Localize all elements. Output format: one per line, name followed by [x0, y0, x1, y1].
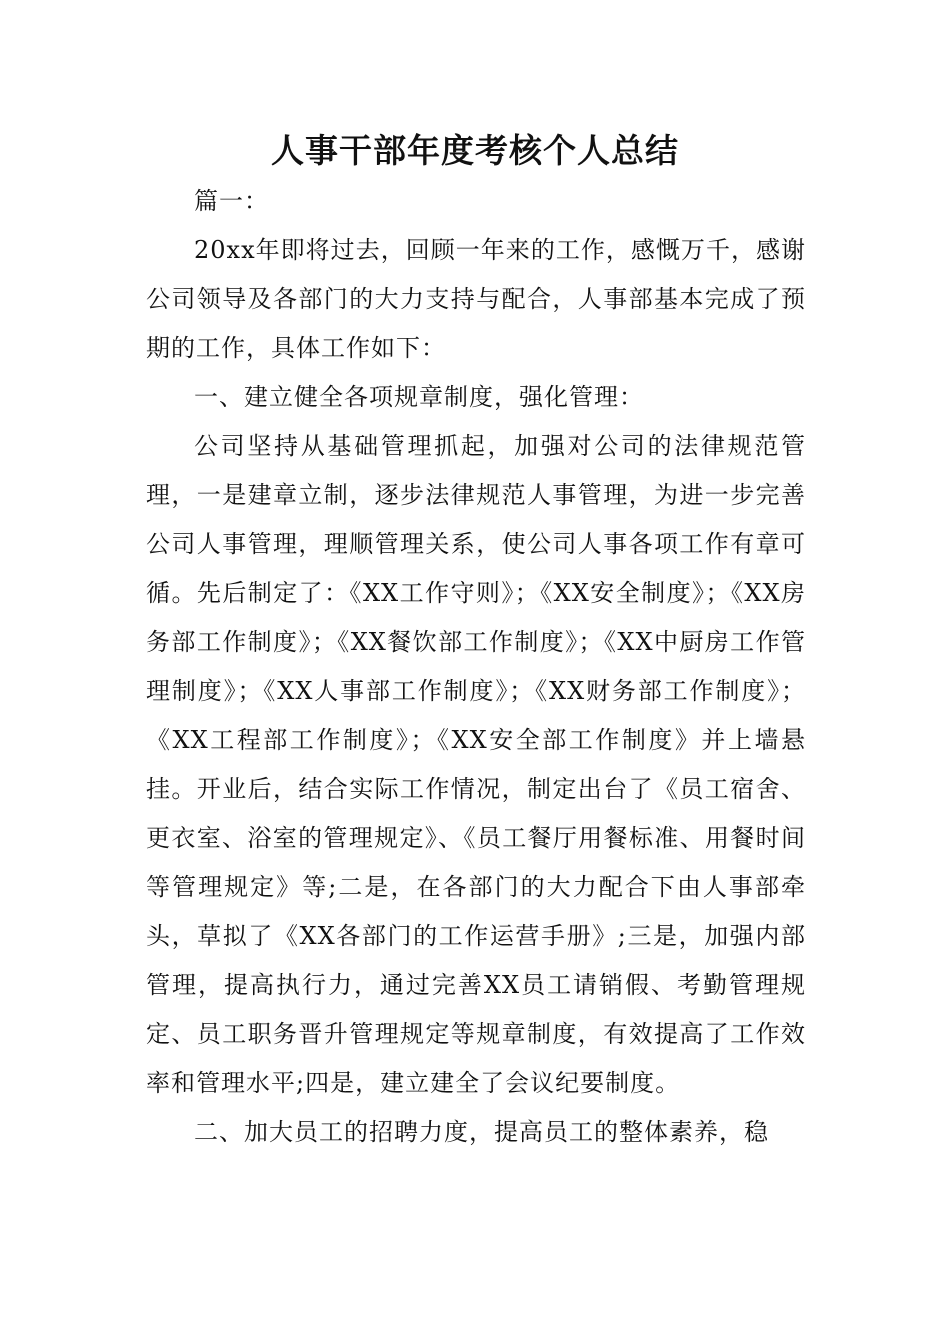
document-body [146, 177, 806, 1157]
paragraph-regulations: 公司坚持从基础管理抓起，加强对公司的法律规范管理，一是建章立制，逐步法律规范人事管理，为进一步完善公司人事管理，理顺管理关系，使公司人事各项工作有章可循。先后制定了：《XX工作守则》；《XX安全制度》；《XX房务部工作制度》；《XX餐饮部工作制度》；《XX中厨房工作管理制度》；《XX人事部工作制度》；《XX财务部工作制度》；《XX工程部工作制度》；《XX安全部工作制度》并上墙悬挂。开业后，结合实际工作情况，制定出台了《员工宿舍、更衣室、浴室的管理规定》、《员工餐厅用餐标准、用餐时间等管理规定》等;二是，在各部门的大力配合下由人事部牵头，草拟了《XX各部门的工作运营手册》;三是，加强内部管理，提高执行力，通过完善XX员工请销假、考勤管理规定、员工职务晋升管理规定等规章制度，有效提高了工作效率和管理水平;四是，建立建全了会议纪要制度。 [146, 432, 806, 1097]
heading-section-one: 一、建立健全各项规章制度，强化管理： [194, 383, 644, 411]
paragraph-intro: 20xx年即将过去，回顾一年来的工作，感慨万千，感谢公司领导及各部门的大力支持与配合，人事部基本完成了预期的工作，具体工作如下： [146, 236, 806, 362]
heading-section-two: 二、加大员工的招聘力度，提高员工的整体素养，稳 [194, 1118, 769, 1146]
document-title: 人事干部年度考核个人总结 [271, 131, 679, 170]
section-label: 篇一： [194, 187, 269, 215]
